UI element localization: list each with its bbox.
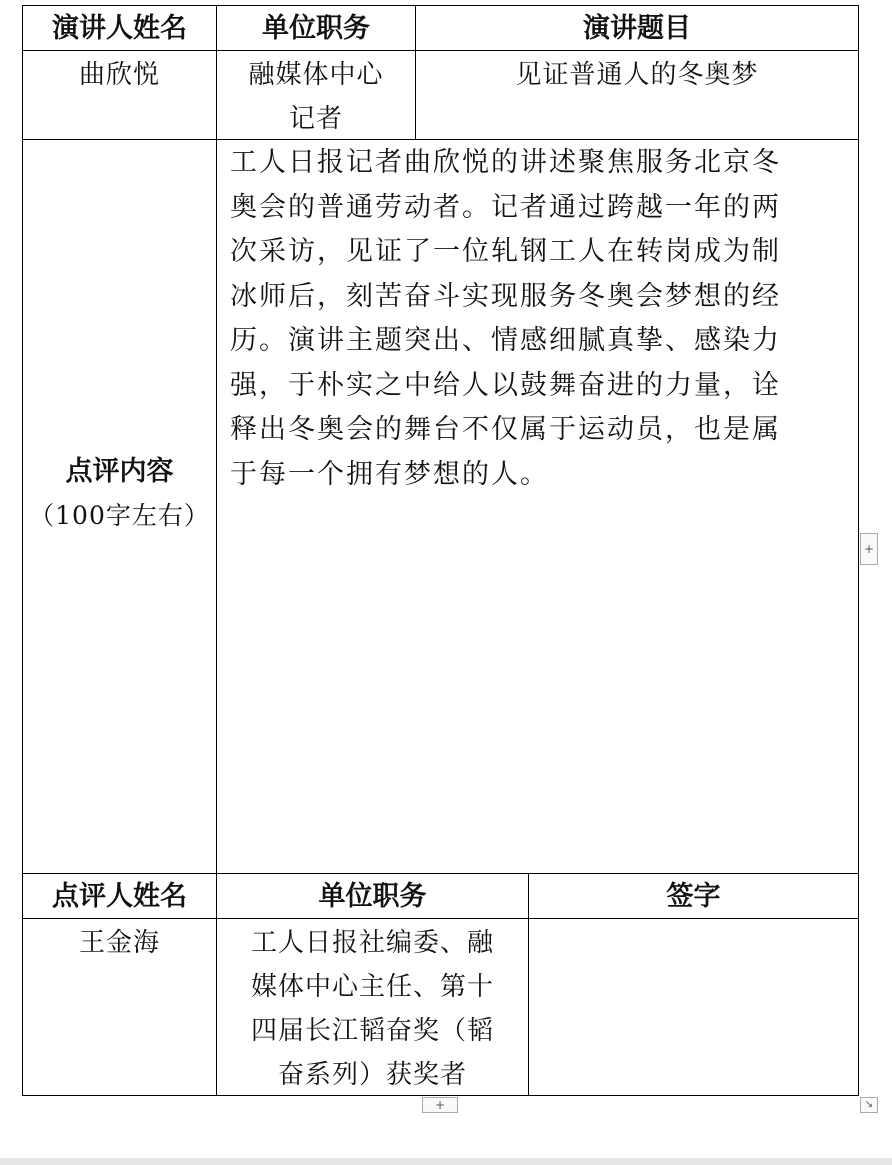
- review-line: 冰师后，刻苦奋斗实现服务冬奥会梦想的经: [230, 280, 781, 312]
- plus-icon: +: [863, 542, 875, 556]
- grid-line: [858, 5, 859, 1096]
- reviewer-position-line: 媒体中心主任、第十: [250, 972, 494, 1002]
- plus-icon: +: [434, 1098, 446, 1112]
- review-line: 工人日报记者曲欣悦的讲述聚焦服务北京冬: [230, 147, 781, 178]
- add-column-button[interactable]: [860, 533, 878, 565]
- speaker-position-line: 记者: [288, 104, 343, 134]
- status-bar: [0, 1158, 892, 1165]
- reviewer-position: [216, 921, 529, 1097]
- review-line: 释出冬奥会的舞台不仅属于运动员，也是属: [230, 414, 781, 445]
- header-signature: 签字: [666, 881, 721, 912]
- speech-topic: 见证普通人的冬奥梦: [515, 60, 759, 90]
- review-content[interactable]: [230, 141, 845, 497]
- speaker-name: 曲欣悦: [78, 60, 160, 90]
- resize-icon: ↘: [864, 1099, 874, 1110]
- reviewer-position-line: 奋系列）获奖者: [277, 1060, 467, 1090]
- review-line: 次采访，见证了一位轧钢工人在转岗成为制: [230, 236, 781, 267]
- header-speaker-name: 演讲人姓名: [52, 13, 187, 44]
- header-reviewer-position: 单位职务: [318, 881, 427, 912]
- grid-line: [22, 139, 859, 140]
- speaker-position-line: 融媒体中心: [248, 60, 384, 90]
- review-line: 于每一个拥有梦想的人。: [230, 458, 549, 490]
- header-speaker-position: 单位职务: [262, 13, 370, 44]
- add-row-button[interactable]: [422, 1097, 458, 1113]
- review-line: 强，于朴实之中给人以鼓舞奋进的力量，诠: [230, 369, 781, 401]
- review-line: 奥会的普通劳动者。记者通过跨越一年的两: [230, 191, 781, 223]
- reviewer-name: 王金海: [78, 928, 160, 958]
- review-label: [22, 450, 217, 538]
- reviewer-position-line: 工人日报社编委、融: [250, 928, 494, 958]
- review-label-title: 点评内容: [65, 456, 174, 487]
- header-reviewer-name: 点评人姓名: [52, 881, 187, 912]
- header-speech-topic: 演讲题目: [583, 13, 691, 44]
- resize-table-handle[interactable]: [860, 1097, 878, 1113]
- signature-field[interactable]: [529, 919, 858, 1095]
- review-line: 历。演讲主题突出、情感细腻真挚、感染力: [230, 325, 781, 356]
- grid-line: [22, 50, 859, 51]
- reviewer-position-line: 四届长江韬奋奖（韬: [250, 1016, 494, 1046]
- speaker-position: [216, 53, 416, 141]
- review-label-note: （100字左右）: [29, 501, 210, 530]
